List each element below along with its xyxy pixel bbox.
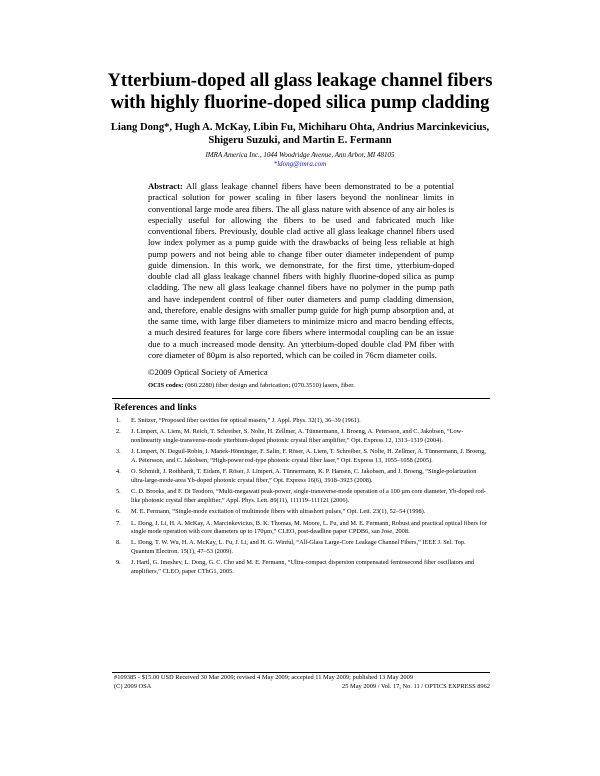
- reference-item: [114, 520, 490, 537]
- affiliation: IMRA America Inc., 1044 Woodridge Avenue, Ann Arbor, MI 48105: [205, 151, 395, 159]
- abstract: [148, 181, 454, 361]
- journal-citation: 25 May 2009 / Vol. 17, No. 11 / OPTICS EXPRESS 8962: [342, 683, 490, 690]
- reference-number: 6.: [116, 508, 121, 516]
- reference-item: [114, 508, 490, 516]
- paper-title-line-2: with highly fluorine-doped silica pump cladding: [110, 93, 490, 113]
- reference-text: M. E. Fermann, “Single-mode excitation of multimode fibers with ultrashort pulses,” Opt. Lett. 23(1), 52–54 (1998).: [131, 508, 426, 516]
- reference-text: C. D. Brooks, and F. Di Teodoro, “Multi-megawatt peak-power, single-transverse-mode operation of a 100 µm core diameter, Yb-doped rod-like photonic crystal fiber amplifier,” Appl. Phys. Lett. 89(11), 111119–111121 (2006).: [131, 488, 486, 504]
- reference-number: 9.: [116, 559, 121, 567]
- copyright-notice: ©2009 Optical Society of America: [148, 367, 268, 377]
- ocis-codes: [148, 381, 454, 390]
- reference-item: [114, 488, 490, 505]
- reference-number: 8.: [116, 539, 121, 547]
- submission-history: #109385 - $15.00 USD Received 30 Mar 2009; revised 4 May 2009; accepted 11 May 2009; published 13 May 2009: [114, 674, 414, 681]
- reference-item: [114, 428, 490, 445]
- reference-text: J. Limpert, A. Liem, M. Reich, T. Schreiber, S. Nolte, H. Zellmer, A. Tünnermann, J. Broeng, A. Petersson, and C. Jakobsen, “Low-nonlinearity single-transverse-mode ytterbium-doped photonic crystal fiber amplifier,” Opt. Express 12, 1313–1319 (2004).: [131, 428, 464, 444]
- authors-line-1: Liang Dong*, Hugh A. McKay, Libin Fu, Michiharu Ohta, Andrius Marcinkevicius,: [110, 122, 490, 133]
- reference-item: [114, 468, 490, 485]
- reference-text: O. Schmidt, J. Rothhardt, T. Eidam, F. Röser, J. Limpert, A. Tünnermann, K. P. Hansen, C. Jakobsen, and J. Broeng, “Single-polarization ultra-large-mode-area Yb-doped photonic crystal fiber,” Opt. Express 16(6), 3918–3923 (2008).: [131, 468, 477, 484]
- references-heading: References and links: [114, 403, 197, 413]
- reference-text: J. Hartl, G. Imeshev, L. Dong, G. C. Cho and M. E. Fermann, “Ultra-compact dispersion compensated femtosecond fiber oscillators and amplifiers,” CLEO, paper CThG1, 2005.: [131, 559, 475, 575]
- abstract-text: All glass leakage channel fibers have been demonstrated to be a potential practical solution for power scaling in fiber lasers beyond the nonlinear limits in conventional large mode area fibers. The all glass nature with absence of any air holes is especially useful for allowing the fibers to be used and fabricated much like conventional fibers. Previously, double clad active all glass leakage channel fibers used low index polymer as a pump guide with the drawbacks of being less reliable at high pump powers and not being able to change fiber outer diameter independent of pump guide dimension. In this work, we demonstrate, for the first time, ytterbium-doped double clad all glass leakage channel fibers with highly fluorine-doped silica as pump cladding. The new all glass leakage channel fibers have no polymer in the pump path and have independent control of fiber outer diameters and pump cladding dimension, and, therefore, enable designs with smaller pump guide for high pump absorption and, at the same time, with large fiber diameters to minimize micro and macro bending effects, a much desired features for large core fibers where intermodal coupling can be an issue due to a much increased mode density. An ytterbium-doped double clad PM fiber with core diameter of 80µm is also reported, which can be coiled in 76cm diameter coils.: [148, 181, 454, 360]
- reference-number: 7.: [116, 519, 121, 527]
- reference-item: [114, 559, 490, 576]
- affiliation-block: [40, 151, 560, 169]
- author-list: [40, 121, 560, 147]
- authors-line-2: Shigeru Suzuki, and Martin E. Fermann: [208, 135, 392, 146]
- reference-item: [114, 539, 490, 556]
- reference-text: L. Dong, J. Li, H. A. McKay, A. Marcinkevicius, B. K. Thomas, M. Moore, L. Fu, and M. E. Fermann, Robust and practical optical fibers for single mode operation with core diameters up to 170µm,” CLEO, post-deadline paper CPDB6, san Jose, 2008.: [131, 519, 487, 535]
- reference-text: E. Snitzer, “Proposed fiber cavities for optical masers,” J. Appl. Phys. 32(1), 36–39 (1961).: [131, 417, 361, 424]
- author-email[interactable]: *ldong@imra.com: [273, 160, 327, 168]
- reference-number: 5.: [116, 488, 121, 496]
- reference-number: 2.: [116, 428, 121, 436]
- ocis-text: (060.2280) fiber design and fabrication; (070.3510) lasers, fiber.: [185, 382, 355, 389]
- reference-number: 3.: [116, 448, 121, 456]
- paper-title-line-1: Ytterbium-doped all glass leakage channel fibers: [107, 71, 493, 91]
- section-divider: [112, 398, 490, 399]
- reference-number: 1.: [116, 417, 121, 424]
- reference-text: L. Dong, T. W. Wu, H. A. McKay, L. Fu, J. Li, and H. G. Winful, “All-Glass Large-Core Leakage Channel Fibers,” IEEE J. Sel. Top. Quantum Electron. 15(1), 47–53 (2009).: [131, 539, 466, 555]
- ocis-label: OCIS codes:: [148, 382, 184, 389]
- reference-item: [114, 448, 490, 465]
- abstract-label: Abstract:: [148, 181, 183, 191]
- reference-number: 4.: [116, 468, 121, 476]
- reference-list: [114, 417, 490, 579]
- reference-item: [114, 417, 490, 425]
- page-footer: [114, 682, 490, 691]
- paper-title: [40, 70, 560, 114]
- reference-text: J. Limpert, N. Deguil-Robin, I. Manek-Hönninger, F. Salin, F. Röser, A. Liem, T. Schreiber, S. Nolte, H. Zellmer, A. Tünnermann, J. Broeng, A. Petersson, and C. Jakobsen, “High-power rod-type photonic crystal fiber laser,” Opt. Express 13, 1055–1058 (2005).: [131, 448, 486, 464]
- footer-copyright: (C) 2009 OSA: [114, 683, 152, 690]
